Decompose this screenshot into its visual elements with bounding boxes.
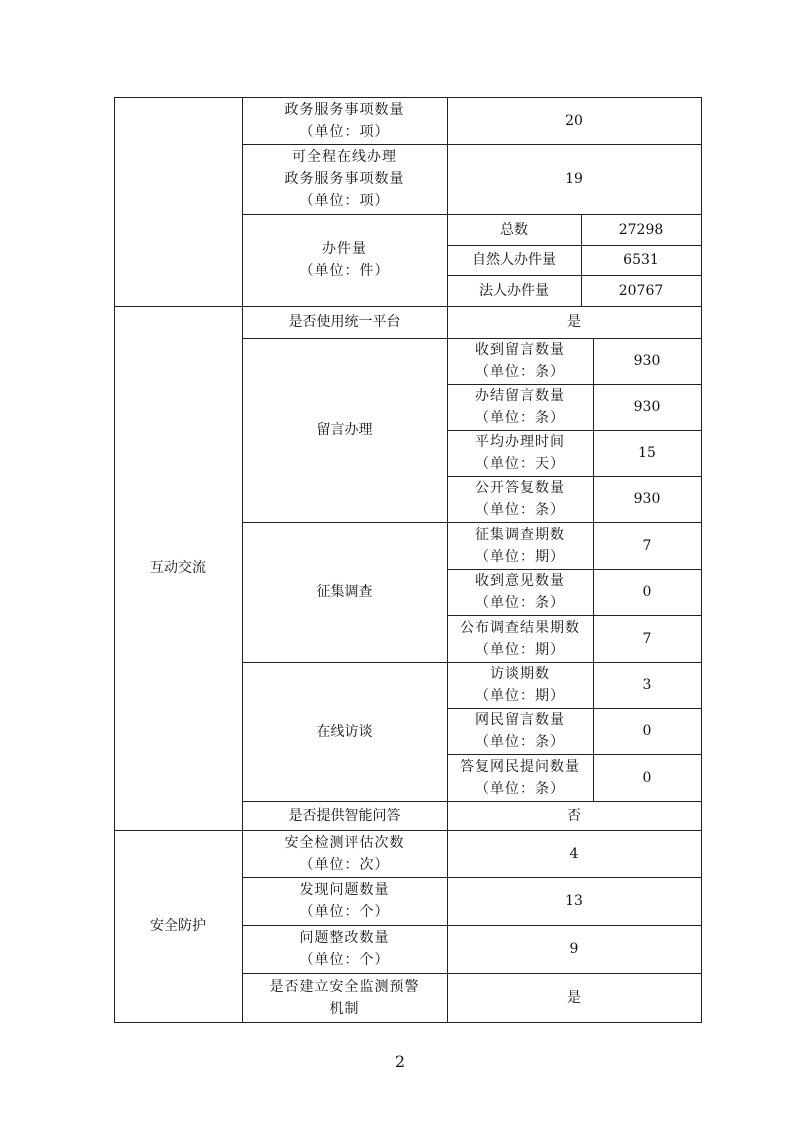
survey-row-value: 0 bbox=[642, 584, 652, 600]
table-border bbox=[447, 430, 702, 431]
messages-row-value: 15 bbox=[638, 445, 656, 461]
volume-natural-label: 自然人办件量 bbox=[472, 252, 556, 268]
table-border bbox=[447, 708, 702, 709]
volume-total-value: 27298 bbox=[618, 221, 664, 238]
table-border bbox=[447, 569, 702, 570]
table-border bbox=[242, 662, 702, 663]
table-border bbox=[114, 97, 702, 98]
volume-legal-value: 20767 bbox=[618, 282, 664, 299]
table-border bbox=[447, 476, 702, 477]
table-border bbox=[447, 245, 702, 246]
messages-row-label: 公开答复数量 （单位：条） bbox=[475, 480, 565, 518]
service-online-value: 19 bbox=[565, 171, 583, 187]
volume-total-label: 总数 bbox=[500, 221, 528, 238]
interview-row-label: 访谈期数 （单位：期） bbox=[475, 666, 565, 704]
survey-row-label: 收到意见数量 （单位：条） bbox=[475, 573, 565, 611]
table-border bbox=[447, 275, 702, 276]
messages-row-value: 930 bbox=[633, 491, 661, 507]
volume-legal-label: 法人办件量 bbox=[479, 282, 549, 299]
survey-row-value: 7 bbox=[642, 630, 652, 647]
service-online-label: 可全程在线办理 政务服务事项数量 （单位：项） bbox=[284, 149, 405, 209]
messages-row-value: 930 bbox=[633, 399, 661, 415]
table-border bbox=[114, 306, 702, 307]
service-volume-label: 办件量 （单位：件） bbox=[299, 241, 390, 279]
service-count-label: 政务服务事项数量 （单位：项） bbox=[284, 101, 405, 140]
interaction-title: 互动交流 bbox=[150, 560, 206, 576]
page-number: 2 bbox=[394, 1052, 406, 1071]
security-row-value: 是 bbox=[567, 989, 581, 1006]
messages-title: 留言办理 bbox=[316, 422, 373, 438]
table-border bbox=[242, 973, 702, 974]
security-row-value: 4 bbox=[569, 845, 579, 862]
smart-qa-value: 否 bbox=[567, 807, 581, 824]
security-row-value: 9 bbox=[569, 941, 579, 957]
table-border bbox=[447, 615, 702, 616]
messages-row-label: 办结留言数量 （单位：条） bbox=[475, 388, 565, 426]
table-border bbox=[114, 97, 115, 1023]
table-border bbox=[242, 214, 702, 215]
table-border bbox=[242, 801, 702, 802]
survey-title: 征集调查 bbox=[316, 584, 373, 600]
table-border bbox=[242, 522, 702, 523]
security-title: 安全防护 bbox=[150, 918, 206, 934]
table-border bbox=[701, 97, 702, 1023]
table-border bbox=[242, 144, 702, 145]
security-row-label: 问题整改数量 （单位：个） bbox=[299, 930, 390, 968]
survey-row-label: 征集调查期数 （单位：期） bbox=[475, 526, 565, 565]
survey-row-label: 公布调查结果期数 （单位：期） bbox=[460, 619, 580, 658]
service-count-value: 20 bbox=[565, 112, 583, 129]
table-border bbox=[581, 214, 582, 306]
security-row-value: 13 bbox=[565, 893, 583, 909]
smart-qa-label: 是否提供智能问答 bbox=[288, 807, 401, 824]
interview-title: 在线访谈 bbox=[316, 723, 373, 740]
interview-row-value: 3 bbox=[642, 677, 652, 693]
interview-row-label: 答复网民提问数量 （单位：条） bbox=[460, 758, 580, 797]
unified-platform-label: 是否使用统一平台 bbox=[288, 314, 401, 330]
messages-row-label: 收到留言数量 （单位：条） bbox=[475, 342, 565, 380]
security-row-label: 发现问题数量 （单位：个） bbox=[299, 882, 390, 920]
security-row-label: 安全检测评估次数 （单位：次） bbox=[284, 834, 405, 873]
interview-row-label: 网民留言数量 （单位：条） bbox=[475, 712, 565, 750]
security-row-label: 是否建立安全监测预警 机制 bbox=[269, 978, 420, 1017]
interview-row-value: 0 bbox=[642, 769, 652, 786]
table-border bbox=[114, 830, 702, 831]
table-border bbox=[242, 338, 702, 339]
table-border bbox=[447, 384, 702, 385]
interview-row-value: 0 bbox=[642, 723, 652, 739]
table-border bbox=[447, 754, 702, 755]
messages-row-value: 930 bbox=[633, 353, 661, 369]
messages-row-label: 平均办理时间 （单位：天） bbox=[475, 434, 565, 472]
table-border bbox=[114, 1022, 702, 1023]
unified-platform-value: 是 bbox=[567, 314, 581, 330]
table-border bbox=[242, 97, 243, 1023]
survey-row-value: 7 bbox=[642, 537, 652, 554]
table-border bbox=[447, 97, 448, 1023]
table-border bbox=[242, 877, 702, 878]
volume-natural-value: 6531 bbox=[623, 252, 659, 268]
table-border bbox=[242, 925, 702, 926]
